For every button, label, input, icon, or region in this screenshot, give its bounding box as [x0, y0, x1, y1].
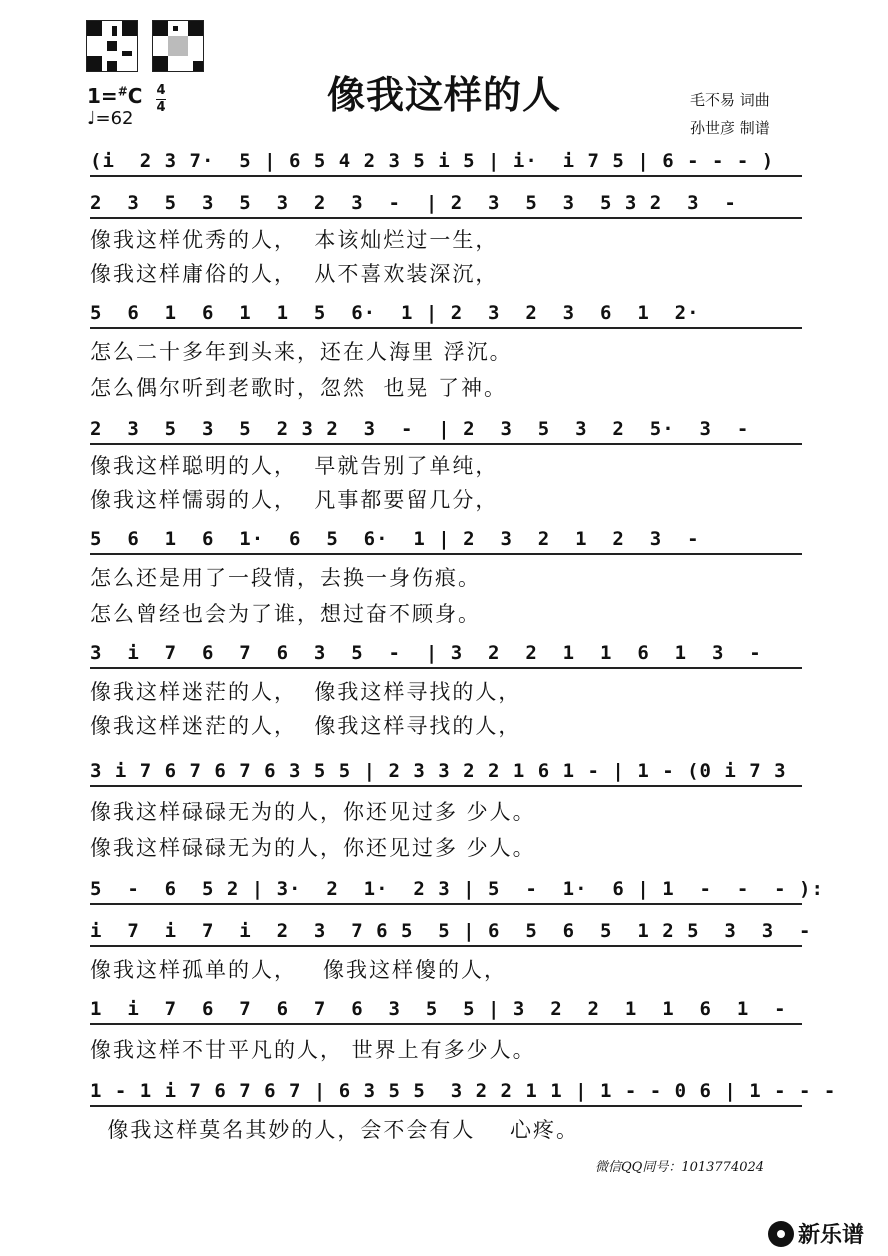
lyric-verse-1: 像我这样迷茫的人， 像我这样寻找的人，: [90, 680, 522, 704]
lyric-verse-1: 像我这样优秀的人， 本该灿烂过一生，: [90, 228, 499, 252]
lyric-verse-1: 像我这样聪明的人， 早就告别了单纯，: [90, 454, 499, 478]
score-line: 5 6 1 6 1· 6 5 6· 1 | 2 3 2 1 2 3 -: [90, 528, 802, 555]
lyric-verse-2: 像我这样迷茫的人， 像我这样寻找的人，: [90, 714, 522, 738]
score-line: 3 i 7 6 7 6 3 5 - | 3 2 2 1 1 6 1 3 -: [90, 642, 802, 669]
credit-lyrics: 毛不易 词曲: [690, 91, 770, 109]
lyric-verse-1: 像我这样孤单的人， 像我这样傻的人，: [90, 958, 508, 982]
time-top: 4: [156, 83, 166, 98]
lyric-verse-2: 像我这样庸俗的人， 从不喜欢装深沉，: [90, 262, 499, 286]
score-line: 5 6 1 6 1 1 5 6· 1 | 2 3 2 3 6 1 2·: [90, 302, 802, 329]
score-line-final: 1 - 1 i 7 6 7 6 7 | 6 3 5 5 3 2 2 1 1 | 1 - - 0 6 | 1 - - -: [90, 1080, 802, 1107]
lyric-verse-1: 像我这样莫名其妙的人，会不会有人 心疼。: [90, 1118, 580, 1142]
lyric-verse-2: 怎么偶尔听到老歌时，忽然 也晃 了神。: [90, 376, 508, 400]
record-disc-icon: [768, 1221, 794, 1247]
score-line: 3 i 7 6 7 6 7 6 3 5 5 | 2 3 3 2 2 1 6 1 - | 1 - (0 i 7 3: [90, 760, 802, 787]
logo-text: 新乐谱: [798, 1223, 865, 1248]
score-line-interlude: 5 - 6 5 2 | 3· 2 1· 2 3 | 5 - 1· 6 | 1 - - - ):: [90, 878, 802, 905]
credit-score: 孙世彦 制谱: [690, 119, 770, 137]
credits: [690, 86, 770, 142]
score-line-intro: (i 2 3 7· 5 | 6 5 4 2 3 5 i 5 | i· i 7 5 | 6 - - - ): [90, 150, 802, 177]
lyric-verse-1: 怎么还是用了一段情，去换一身伤痕。: [90, 566, 481, 590]
lyric-verse-1: 怎么二十多年到头来，还在人海里 浮沉。: [90, 340, 513, 364]
time-signature: [156, 84, 166, 115]
score-line: 2 3 5 3 5 2 3 2 3 - | 2 3 5 3 2 5· 3 -: [90, 418, 802, 445]
sharp-symbol: #: [117, 84, 128, 99]
song-title: 像我这样的人: [326, 72, 561, 117]
lyric-verse-2: 像我这样懦弱的人， 凡事都要留几分，: [90, 488, 499, 512]
score-line: 1 i 7 6 7 6 7 6 3 5 5 | 3 2 2 1 1 6 1 -: [90, 998, 802, 1025]
key-signature: [87, 84, 142, 108]
lyric-verse-1: 像我这样不甘平凡的人， 世界上有多少人。: [90, 1038, 536, 1062]
wechat-contact: 微信QQ同号：1013774024: [595, 1160, 765, 1175]
lyric-verse-2: 像我这样碌碌无为的人，你还见过多 少人。: [90, 836, 536, 860]
lyric-verse-1: 像我这样碌碌无为的人，你还见过多 少人。: [90, 800, 536, 824]
key-prefix: 1=: [87, 84, 118, 108]
time-bottom: 4: [156, 100, 166, 115]
site-logo: [768, 1218, 864, 1249]
score-line: i 7 i 7 i 2 3 7 6 5 5 | 6 5 6 5 1 2 5 3 3 -: [90, 920, 802, 947]
score-line: 2 3 5 3 5 3 2 3 - | 2 3 5 3 5 3 2 3 -: [90, 192, 802, 219]
key-note: C: [127, 84, 143, 108]
lyric-verse-2: 怎么曾经也会为了谁，想过奋不顾身。: [90, 602, 481, 626]
tempo-marking: ♩=62: [87, 108, 134, 129]
